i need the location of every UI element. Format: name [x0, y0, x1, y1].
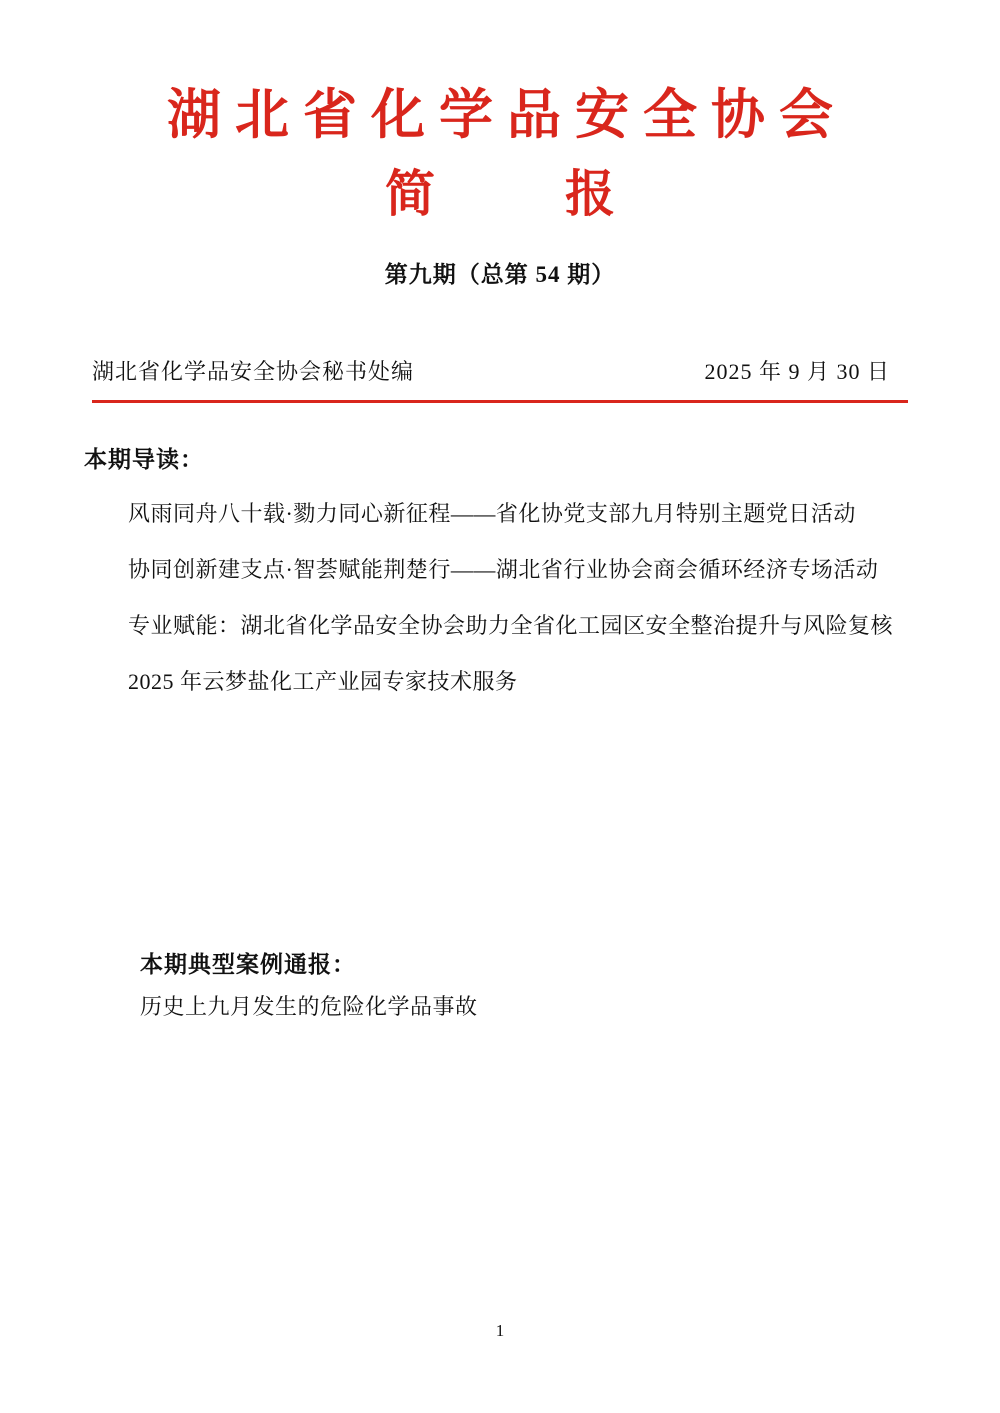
contents-heading: 本期导读：: [84, 447, 204, 473]
page-number: 1: [495, 1321, 505, 1340]
contents-item: 风雨同舟八十载·勠力同心新征程——省化协党支部九月特别主题党日活动: [128, 501, 856, 527]
byline: [92, 355, 908, 386]
masthead-title: 湖北省化学品安全协会: [167, 85, 847, 145]
document-body: [84, 403, 916, 1035]
contents-item: 2025 年云梦盐化工产业园专家技术服务: [128, 669, 518, 695]
byline-editor: 湖北省化学品安全协会秘书处编: [92, 359, 415, 385]
contents-item: 协同创新建支点·智荟赋能荆楚行——湖北省行业协会商会循环经济专场活动: [128, 557, 879, 583]
contents-item: 专业赋能：湖北省化学品安全协会助力全省化工园区安全整治提升与风险复核: [128, 613, 894, 639]
masthead: [0, 0, 1000, 289]
section-spacer: [84, 710, 916, 946]
issue-number: 第九期（总第 54 期）: [384, 262, 616, 288]
byline-date: 2025 年 9 月 30 日: [704, 359, 890, 385]
cases-heading: 本期典型案例通报：: [140, 952, 356, 978]
cases-item: 历史上九月发生的危险化学品事故: [140, 994, 478, 1020]
masthead-subtitle: 简 报: [385, 166, 655, 223]
